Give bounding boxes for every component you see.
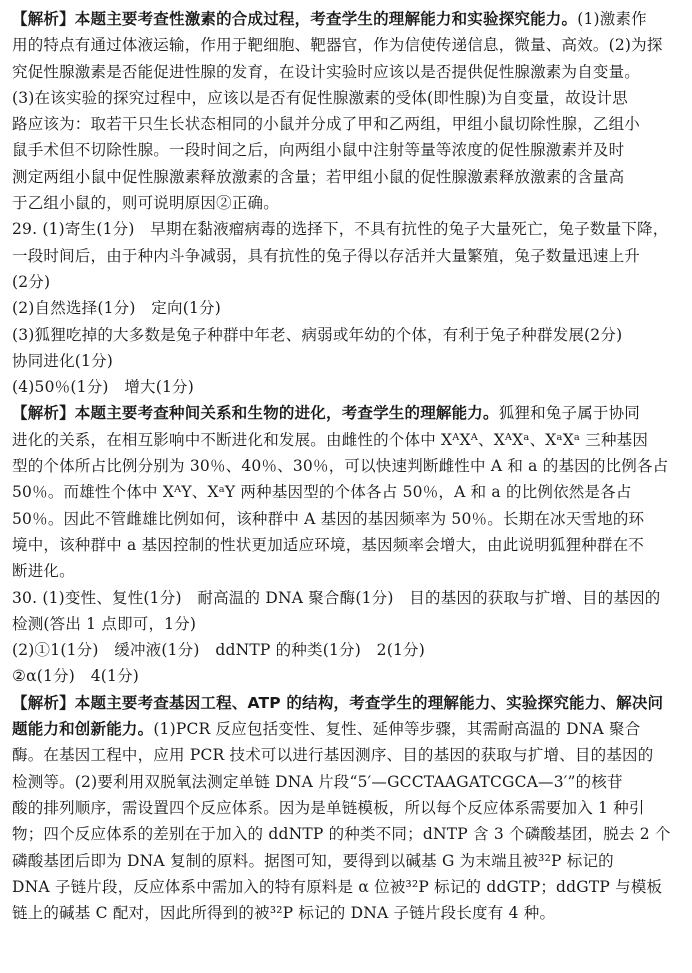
line-text: 究促性腺激素是否能促进性腺的发育，在设计实验时应该以是否提供促性腺激素为自变量。	[12, 62, 641, 81]
line-text: 磷酸基团后即为 DNA 复制的原料。据图可知，要得到以碱基 G 为末端且被³²P 标记的	[12, 851, 614, 870]
line-text: 用的特点有通过体液运输，作用于靶细胞、靶器官，作为信使传递信息，微量、高效。(2)为探	[12, 36, 663, 55]
line-text: ②α(1分) 4(1分)	[12, 667, 140, 686]
line-text: 50％。而雄性个体中 XᴬY、XᵃY 两种基因型的个体各占 50％，A 和 a 的比例依然是各占	[12, 483, 632, 502]
line-text: (4)50％(1分) 增大(1分)	[12, 378, 194, 397]
line-text: (2)自然选择(1分) 定向(1分)	[12, 299, 221, 318]
bold-heading: 【解析】本题主要考查基因工程、ATP 的结构，考查学生的理解能力、实验探究能力、解决问	[12, 693, 664, 712]
line-text: 于乙组小鼠的，则可说明原因②正确。	[12, 194, 279, 213]
text-line	[12, 742, 678, 768]
text-line	[12, 611, 678, 637]
text-line	[12, 295, 678, 321]
line-text: 检测等。(2)要利用双脱氧法测定单链 DNA 片段“5′—GCCTAAGATCGCA—3′”的核苷	[12, 772, 623, 791]
text-line	[12, 137, 678, 163]
text-line	[12, 322, 678, 348]
text-line	[12, 716, 678, 742]
text-line	[12, 848, 678, 874]
line-text: (1)激素作	[577, 10, 647, 28]
text-line	[12, 400, 678, 426]
text-line	[12, 32, 678, 58]
text-line	[12, 795, 678, 821]
line-text: 物；四个反应体系的差别在于加入的 ddNTP 的种类不同；dNTP 含 3 个磷酸基团，脱去 2 个	[12, 825, 671, 844]
line-text: 30. (1)变性、复性(1分) 耐高温的 DNA 聚合酶(1分) 目的基因的获取与扩增、目的基因的	[12, 588, 661, 607]
line-text: 协同进化(1分)	[12, 351, 114, 370]
text-line	[12, 479, 678, 505]
text-line	[12, 190, 678, 216]
bold-heading: 题能力和创新能力。	[12, 720, 154, 739]
text-line	[12, 558, 678, 584]
text-line	[12, 453, 678, 479]
text-line	[12, 769, 678, 795]
line-text: 检测(答出 1 点即可，1分)	[12, 614, 197, 633]
text-line	[12, 874, 678, 900]
text-line	[12, 532, 678, 558]
text-line	[12, 506, 678, 532]
text-line	[12, 690, 678, 716]
line-text: 路应该为：取若干只生长状态相同的小鼠并分成了甲和乙两组，甲组小鼠切除性腺，乙组小	[12, 115, 641, 134]
line-text: 测定两组小鼠中促性腺激素释放激素的含量；若甲组小鼠的促性腺激素释放激素的含量高	[12, 167, 625, 186]
text-line	[12, 164, 678, 190]
line-text: 型的个体所占比例分别为 30％、40％、30％，可以快速判断雌性中 A 和 a 的基因的比例各占	[12, 457, 669, 476]
line-text: 鼠手术但不切除性腺。一段时间之后，向两组小鼠中注射等量等浓度的促性腺激素并及时	[12, 141, 625, 160]
text-line	[12, 585, 678, 611]
line-text: (1)PCR 反应包括变性、复性、延伸等步骤，其需耐高温的 DNA 聚合	[153, 720, 641, 739]
text-line	[12, 269, 678, 295]
line-text: DNA 子链片段，反应体系中需加入的特有原料是 α 位被³²P 标记的 ddGTP；ddGTP 与模板	[12, 877, 663, 896]
bold-heading: 【解析】本题主要考查种间关系和生物的进化，考查学生的理解能力。	[12, 404, 499, 423]
line-text: 一段时间后，由于种内斗争减弱，具有抗性的兔子得以存活并大量繁殖，兔子数量迅速上升	[12, 246, 641, 265]
line-text: 酸的排列顺序，需设置四个反应体系。因为是单链模板，所以每个反应体系需要加入 1 种引	[12, 798, 645, 817]
bold-heading: 【解析】本题主要考查性激素的合成过程，考查学生的理解能力和实验探究能力。	[12, 10, 578, 28]
text-line	[12, 374, 678, 400]
text-line	[12, 663, 678, 689]
text-line	[12, 243, 678, 269]
line-text: (3)狐狸吃掉的大多数是兔子种群中年老、病弱或年幼的个体，有利于兔子种群发展(2分)	[12, 325, 623, 344]
text-line	[12, 6, 678, 32]
line-text: 酶。在基因工程中，应用 PCR 技术可以进行基因测序、目的基因的获取与扩增、目的基因的	[12, 746, 654, 765]
text-line	[12, 821, 678, 847]
text-line	[12, 111, 678, 137]
line-text: 狐狸和兔子属于协同	[498, 404, 641, 423]
text-line	[12, 427, 678, 453]
line-text: 境中，该种群中 a 基因控制的性状更加适应环境，基因频率会增大，由此说明狐狸种群在不	[12, 535, 644, 554]
text-line	[12, 637, 678, 663]
text-line	[12, 348, 678, 374]
line-text: 链上的碱基 C 配对，因此所得到的被³²P 标记的 DNA 子链片段长度有 4 种。	[12, 904, 556, 923]
text-line	[12, 216, 678, 242]
line-text: (2分)	[12, 272, 51, 291]
line-text: (3)在该实验的探究过程中，应该以是否有促性腺激素的受体(即性腺)为自变量，故设计思	[12, 88, 628, 107]
text-line	[12, 900, 678, 926]
line-text: 50％。因此不管雌雄比例如何，该种群中 A 基因的基因频率为 50％。长期在冰天雪地的环	[12, 509, 645, 528]
line-text: 进化的关系，在相互影响中不断进化和发展。由雌性的个体中 XᴬXᴬ、XᴬXᵃ、XᵃXᵃ 三种基因	[12, 430, 649, 449]
text-line	[12, 85, 678, 111]
text-line	[12, 59, 678, 85]
line-text: (2)①1(1分) 缓冲液(1分) ddNTP 的种类(1分) 2(1分)	[12, 641, 426, 660]
line-text: 断进化。	[12, 562, 75, 581]
line-text: 29. (1)寄生(1分) 早期在黏液瘤病毒的选择下，不具有抗性的兔子大量死亡，兔子数量下降，	[12, 220, 669, 239]
